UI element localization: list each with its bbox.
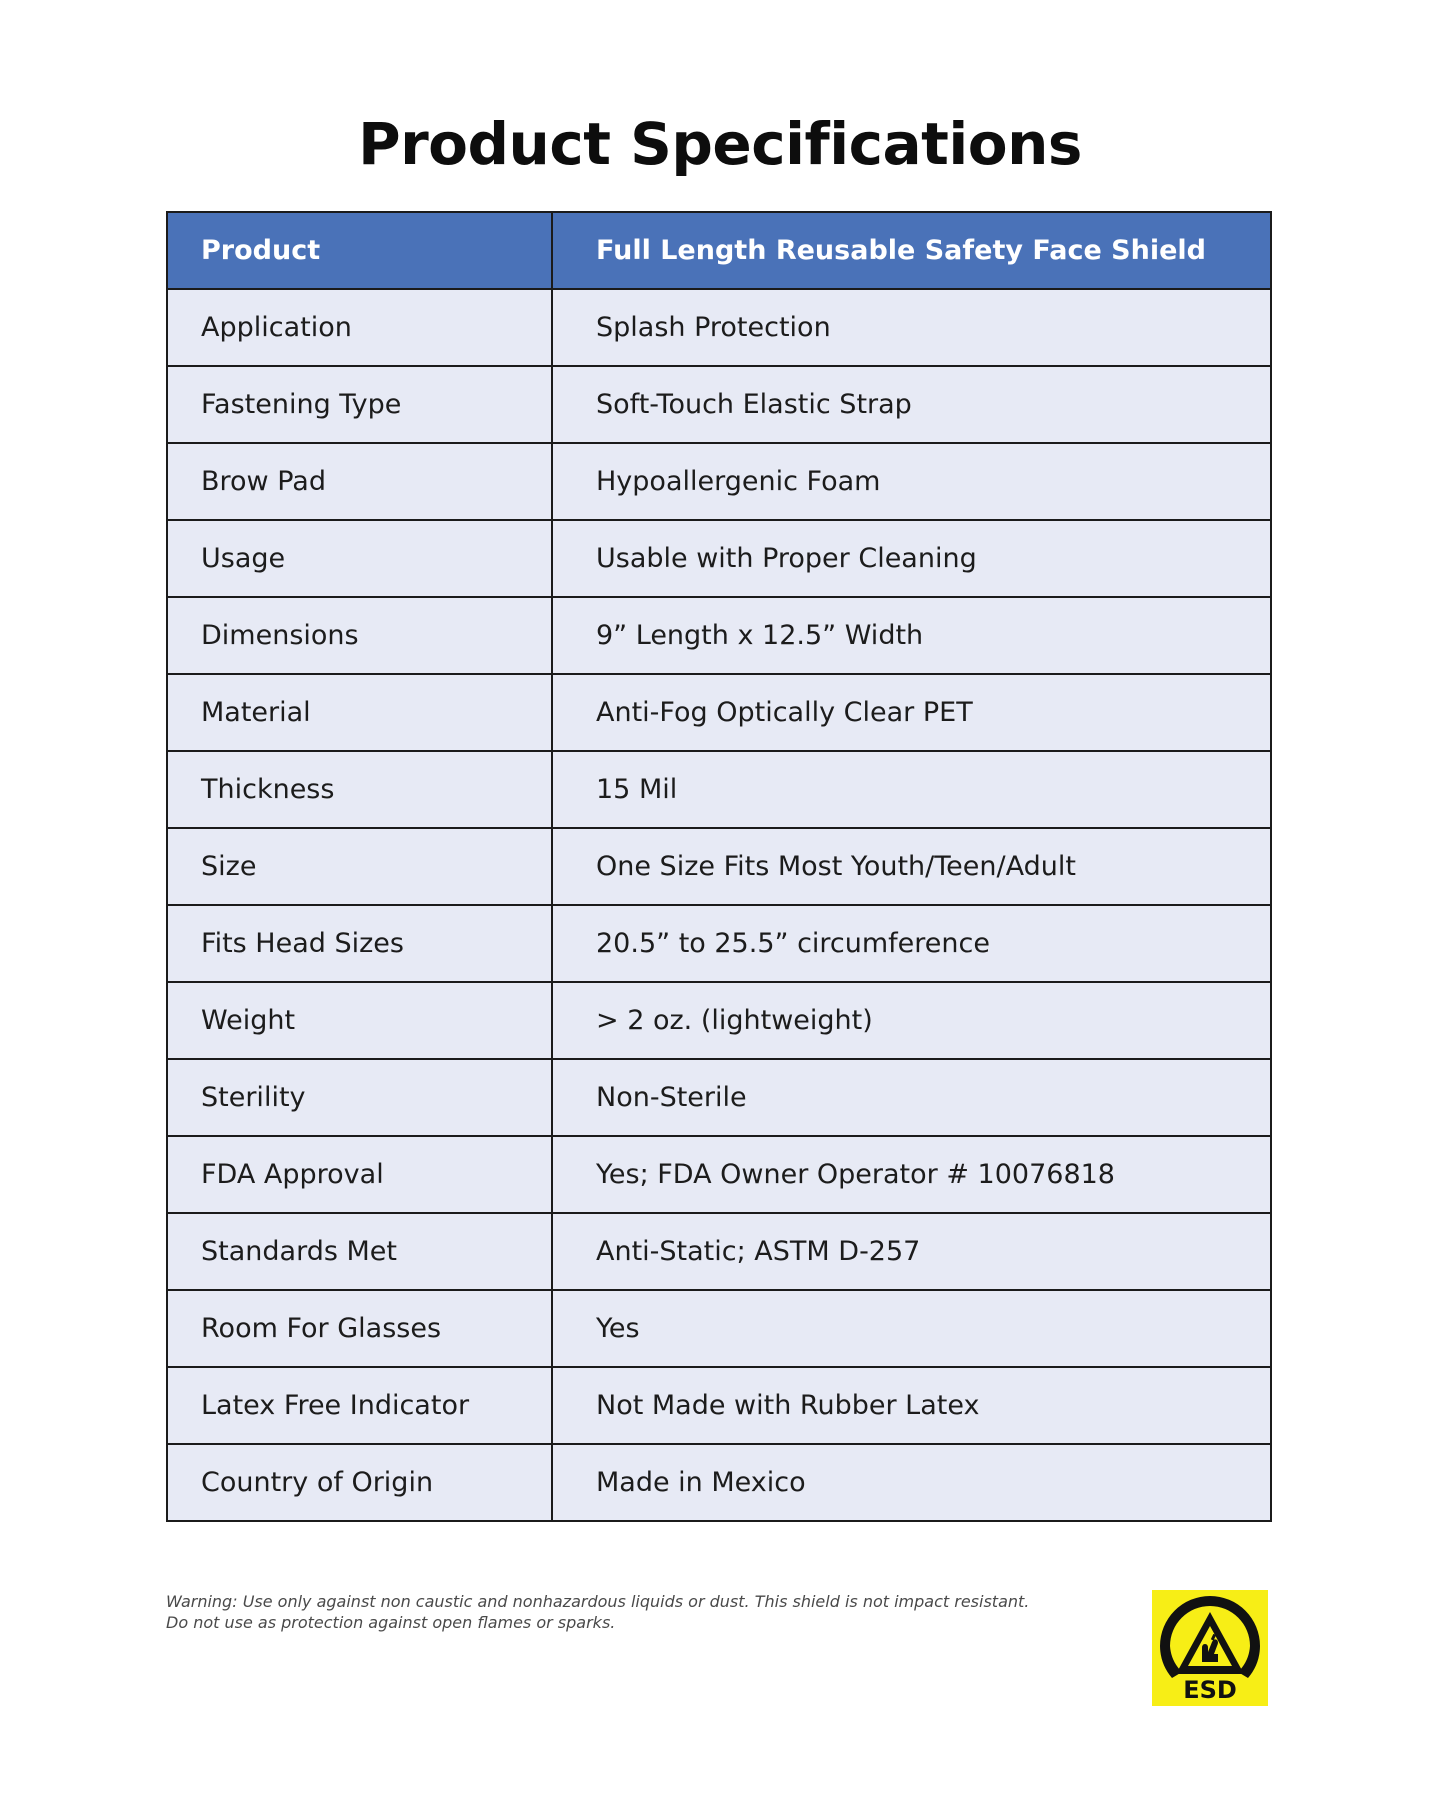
spec-value: Non-Sterile xyxy=(552,1059,1271,1136)
spec-value: 9” Length x 12.5” Width xyxy=(552,597,1271,674)
spec-key: Room For Glasses xyxy=(167,1290,552,1367)
warning-text xyxy=(166,1591,1066,1633)
spec-key: Weight xyxy=(167,982,552,1059)
spec-key: Fastening Type xyxy=(167,366,552,443)
table-row xyxy=(167,520,1271,597)
warning-line-2: Do not use as protection against open flames or sparks. xyxy=(166,1613,616,1632)
spec-value: > 2 oz. (lightweight) xyxy=(552,982,1271,1059)
table-row xyxy=(167,1444,1271,1521)
spec-key: Country of Origin xyxy=(167,1444,552,1521)
table-row xyxy=(167,443,1271,520)
header-value-cell: Full Length Reusable Safety Face Shield xyxy=(552,212,1271,289)
spec-value: Hypoallergenic Foam xyxy=(552,443,1271,520)
spec-key: Material xyxy=(167,674,552,751)
spec-value: One Size Fits Most Youth/Teen/Adult xyxy=(552,828,1271,905)
spec-value: Yes xyxy=(552,1290,1271,1367)
table-row xyxy=(167,1059,1271,1136)
esd-label: ESD xyxy=(1183,1676,1237,1704)
spec-value: Made in Mexico xyxy=(552,1444,1271,1521)
spec-value: Anti-Fog Optically Clear PET xyxy=(552,674,1271,751)
spec-table xyxy=(166,211,1272,1522)
table-row xyxy=(167,289,1271,366)
spec-value: Yes; FDA Owner Operator # 10076818 xyxy=(552,1136,1271,1213)
spec-value: 15 Mil xyxy=(552,751,1271,828)
spec-key: Brow Pad xyxy=(167,443,552,520)
page-title: Product Specifications xyxy=(358,110,1082,178)
table-row xyxy=(167,751,1271,828)
spec-key: FDA Approval xyxy=(167,1136,552,1213)
table-row xyxy=(167,1367,1271,1444)
table-row xyxy=(167,1290,1271,1367)
table-row xyxy=(167,905,1271,982)
spec-key: Usage xyxy=(167,520,552,597)
spec-value: 20.5” to 25.5” circumference xyxy=(552,905,1271,982)
table-row xyxy=(167,597,1271,674)
table-row xyxy=(167,1136,1271,1213)
spec-key: Size xyxy=(167,828,552,905)
spec-key: Application xyxy=(167,289,552,366)
table-header-row xyxy=(167,212,1271,289)
spec-value: Usable with Proper Cleaning xyxy=(552,520,1271,597)
header-key-cell: Product xyxy=(167,212,552,289)
spec-key: Latex Free Indicator xyxy=(167,1367,552,1444)
table-row xyxy=(167,828,1271,905)
spec-key: Thickness xyxy=(167,751,552,828)
spec-value: Anti-Static; ASTM D-257 xyxy=(552,1213,1271,1290)
spec-key: Fits Head Sizes xyxy=(167,905,552,982)
spec-key: Sterility xyxy=(167,1059,552,1136)
esd-badge xyxy=(1152,1590,1268,1706)
spec-value: Splash Protection xyxy=(552,289,1271,366)
spec-value: Not Made with Rubber Latex xyxy=(552,1367,1271,1444)
table-row xyxy=(167,366,1271,443)
table-row xyxy=(167,1213,1271,1290)
spec-value: Soft-Touch Elastic Strap xyxy=(552,366,1271,443)
table-row xyxy=(167,982,1271,1059)
table-row xyxy=(167,674,1271,751)
spec-key: Standards Met xyxy=(167,1213,552,1290)
spec-key: Dimensions xyxy=(167,597,552,674)
warning-line-1: Warning: Use only against non caustic and nonhazardous liquids or dust. This shield is not impact resistant. xyxy=(166,1592,1030,1611)
